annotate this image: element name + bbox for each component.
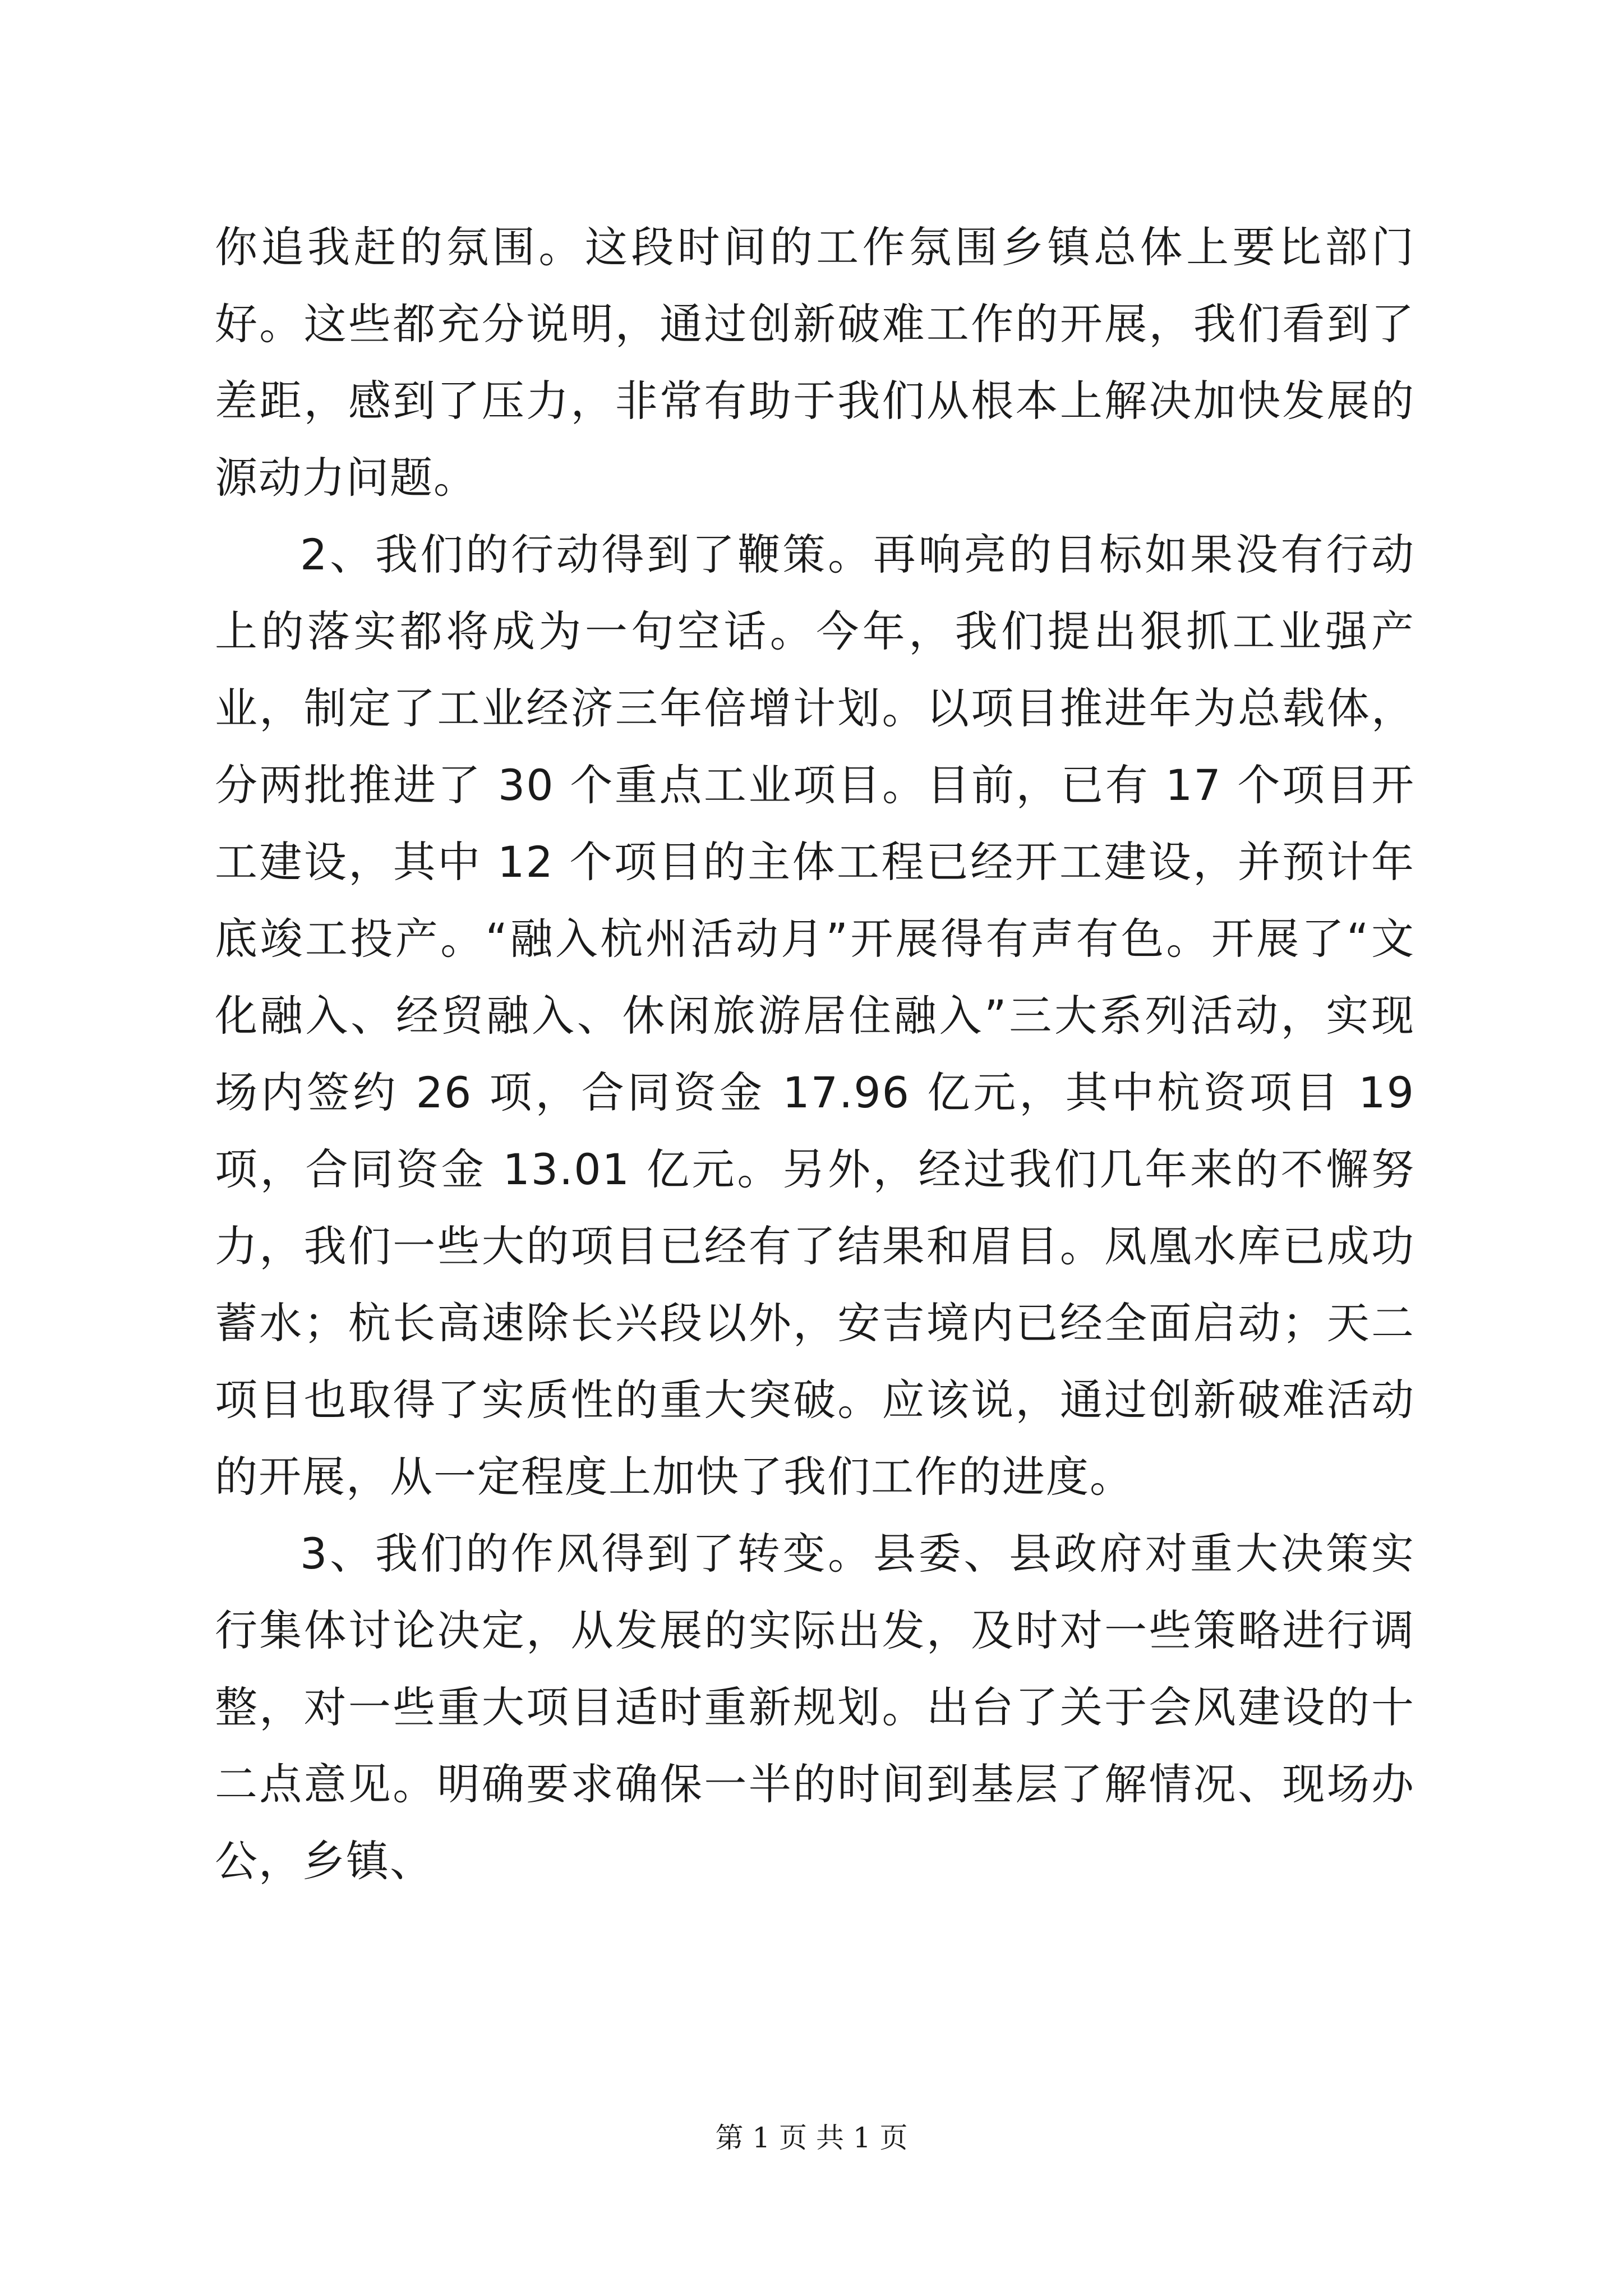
paragraph-work-style: 3、我们的作风得到了转变。县委、县政府对重大决策实行集体讨论决定，从发展的实际出发，及时对一些策略进行调整，对一些重大项目适时重新规划。出台了关于会风建设的十二点意见。明确要求确保一半的时间到基层了解情况、现场办公，乡镇、 (215, 1529, 1415, 1886)
page-footer: 第 1 页 共 1 页 (715, 2122, 908, 2154)
paragraph-continuation: 你追我赶的氛围。这段时间的工作氛围乡镇总体上要比部门好。这些都充分说明，通过创新破难工作的开展，我们看到了差距，感到了压力，非常有助于我们从根本上解决加快发展的源动力问题。 (215, 222, 1415, 503)
document-body (215, 209, 1415, 1899)
paragraph-actions: 2、我们的行动得到了鞭策。再响亮的目标如果没有行动上的落实都将成为一句空话。今年，我们提出狠抓工业强产业，制定了工业经济三年倍增计划。以项目推进年为总载体，分两批推进了 30 个重点工业项目。目前，已有 17 个项目开工建设，其中 12 个项目的主体工程已经开工建设，并预计年底竣工投产。“融入杭州活动月”开展得有声有色。开展了“文化融入、经贸融入、休闲旅游居住融入”三大系列活动，实现场内签约 26 项，合同资金 17.96 亿元，其中杭资项目 19 项，合同资金 13.01 亿元。另外，经过我们几年来的不懈努力，我们一些大的项目已经有了结果和眉目。凤凰水库已成功蓄水；杭长高速除长兴段以外，安吉境内已经全面启动；天二项目也取得了实质性的重大突破。应该说，通过创新破难活动的开展，从一定程度上加快了我们工作的进度。 (215, 530, 1415, 1502)
